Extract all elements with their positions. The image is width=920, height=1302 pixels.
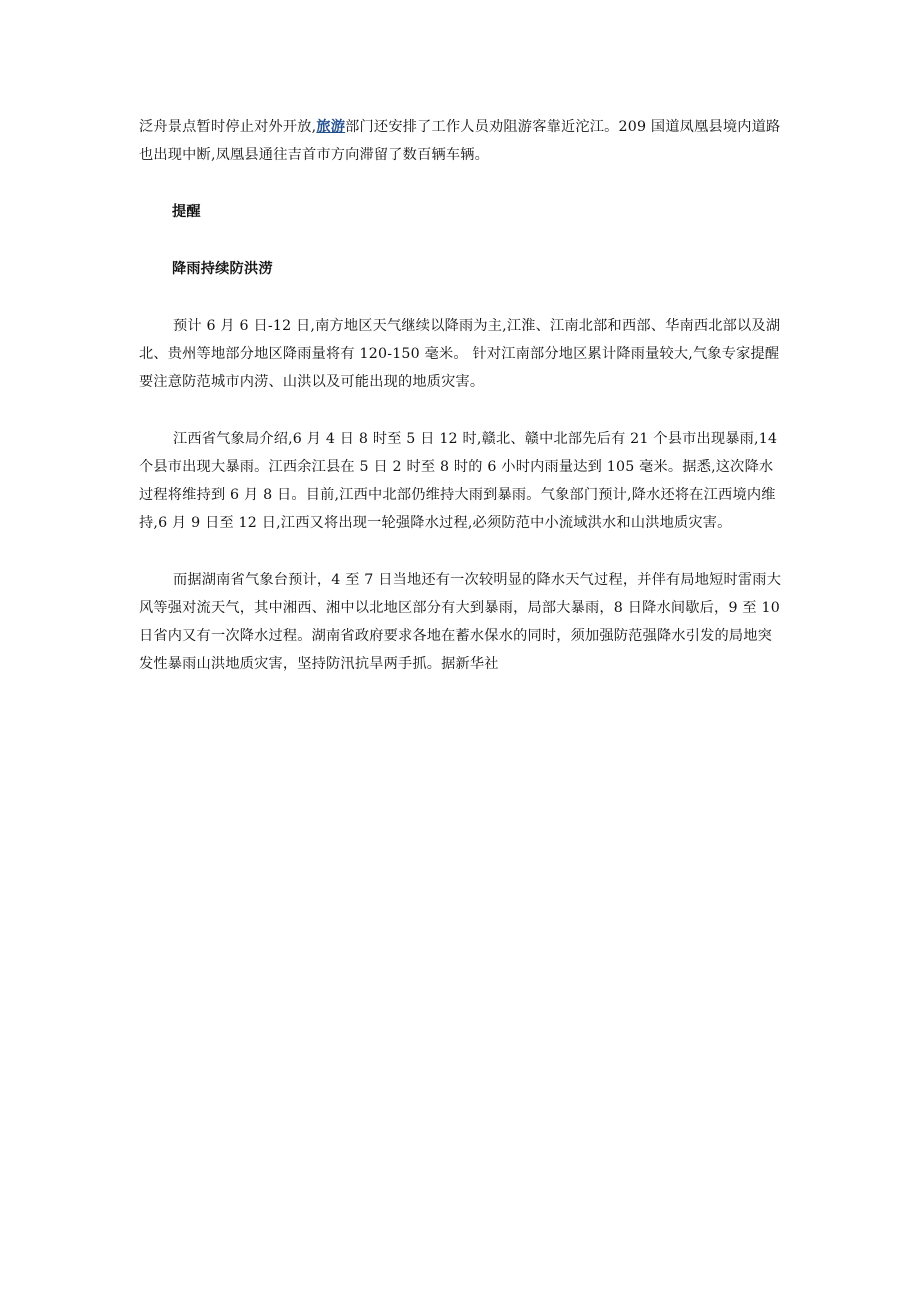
heading-reminder: 提醒 <box>172 204 201 220</box>
tourism-link[interactable]: 旅游 <box>316 119 346 135</box>
heading-flood-prevention: 降雨持续防洪涝 <box>172 261 273 277</box>
paragraph-3: 江西省气象局介绍,6 月 4 日 8 时至 5 日 12 时,赣北、赣中北部先后有 21 个县市出现暴雨,14 个县市出现大暴雨。江西余江县在 5 日 2 时至 8 时的 6 小时内雨量达到 105 毫米。据悉,这次降水过程将维持到 6 月 8 日。目前,江西中北部仍维持大雨到暴雨。气象部门预计,降水还将在江西境内维持,6 月 9 日至 12 日,江西又将出现一轮强降水过程,必须防范中小流域洪水和山洪地质灾害。 <box>139 431 778 531</box>
paragraph-1 <box>139 113 784 169</box>
article-body <box>139 113 784 678</box>
paragraph-2: 预计 6 月 6 日-12 日,南方地区天气继续以降雨为主,江淮、江南北部和西部、华南西北部以及湖北、贵州等地部分地区降雨量将有 120-150 毫米。 针对江南部分地区累计降雨量较大,气象专家提醒要注意防范城市内涝、山洪以及可能出现的地质灾害。 <box>139 318 781 390</box>
paragraph-1-text-before: 泛舟景点暂时停止对外开放, <box>139 119 317 135</box>
paragraph-1-text-after: 部门还安排了工作人员劝阻游客靠近沱江。209 国道凤凰县境内道路也出现中断,凤凰县通往吉首市方向滞留了数百辆车辆。 <box>139 119 781 163</box>
paragraph-4: 而据湖南省气象台预计，4 至 7 日当地还有一次较明显的降水天气过程，并伴有局地短时雷雨大风等强对流天气，其中湘西、湘中以北地区部分有大到暴雨，局部大暴雨，8 日降水间歇后，9 至 10 日省内又有一次降水过程。湖南省政府要求各地在蓄水保水的同时，须加强防范强降水引发的局地突发性暴雨山洪地质灾害，坚持防汛抗旱两手抓。据新华社 <box>139 572 782 672</box>
